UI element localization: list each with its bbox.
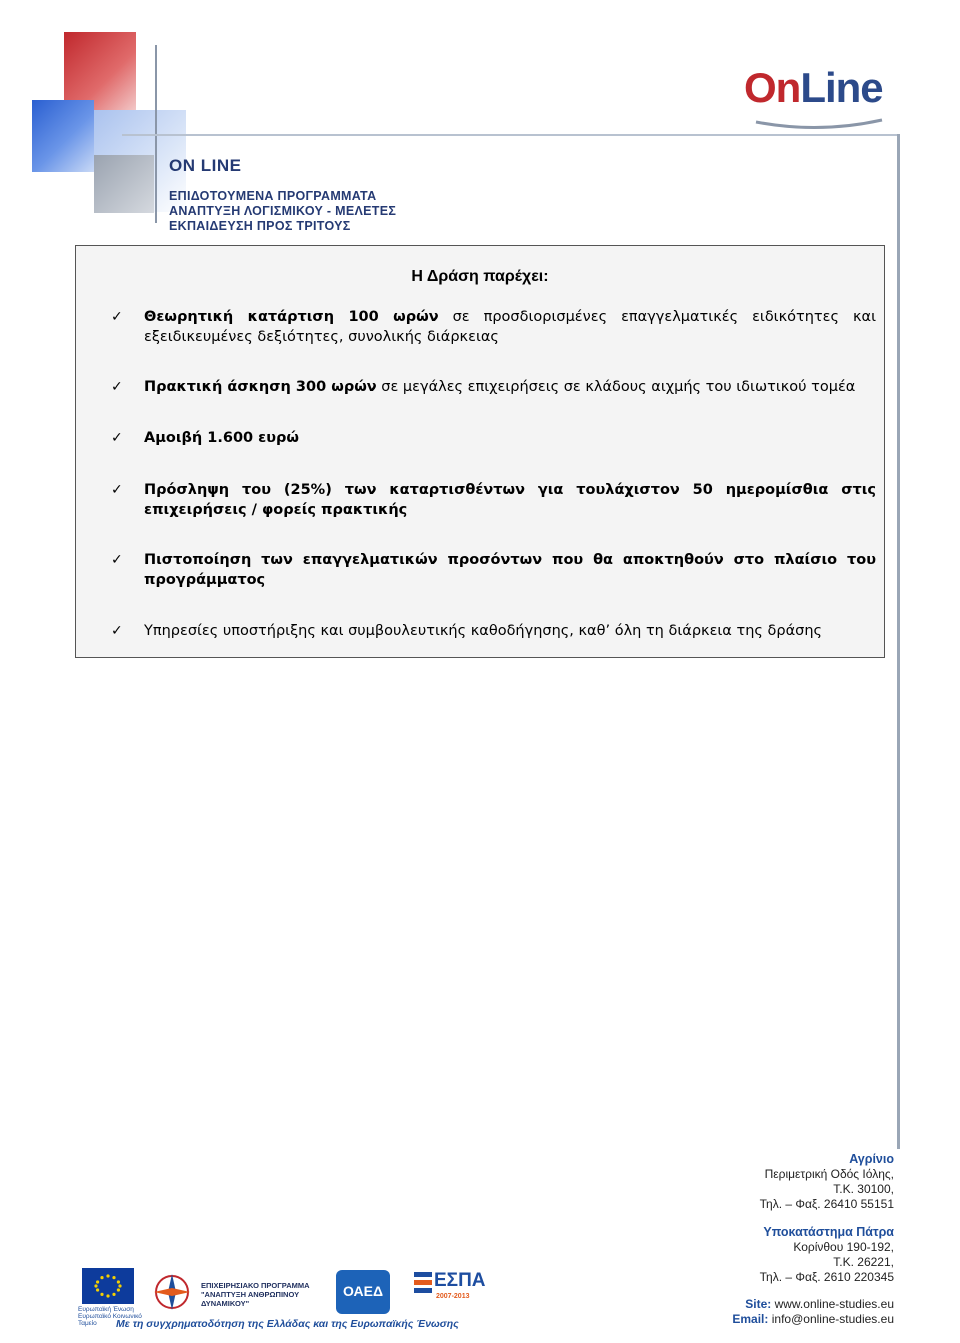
content-box [75,245,885,658]
list-item [144,550,876,590]
decor-grey-square [94,155,154,213]
office-patra [760,1225,894,1285]
box-title: Η Δράση παρέχει: [411,268,549,285]
check-icon: ✓ [111,309,123,325]
check-icon: ✓ [111,379,123,395]
decor-red-square [64,32,136,110]
list-item [144,621,876,641]
compass-icon [148,1270,196,1314]
logo-text-on: On [744,64,801,111]
site-link[interactable]: www.online-studies.eu [774,1297,894,1311]
check-icon: ✓ [111,430,123,446]
oaed-logo [336,1270,390,1314]
brand-title: ON LINE [169,156,242,175]
item-text: Υπηρεσίες υποστήριξης και συμβουλευτικής καθοδήγησης, καθ’ όλη τη διάρκεια της δράσης [144,623,823,639]
epan-logo [148,1270,328,1314]
epan-line: "ΑΝΑΠΤΥΞΗ ΑΝΘΡΩΠΙΝΟΥ ΔΥΝΑΜΙΚΟΥ" [201,1290,300,1308]
office-line: Κορίνθου 190-192, [793,1240,894,1254]
espa-stripes-icon [412,1268,434,1304]
eu-caption-line: Ευρωπαϊκό Κοινωνικό Ταμείο [78,1313,142,1327]
espa-years: 2007-2013 [436,1293,470,1300]
item-text: σε προσδιορισμένες επαγγελματικές ειδικότητες και εξειδικευμένες δεξιότητες, συνολικής διάρκειας [144,309,877,345]
list-item [144,377,876,397]
office-line: Τ.Κ. 30100, [833,1182,894,1196]
list-item [144,307,876,347]
site-line [745,1297,894,1311]
epan-line: ΕΠΙΧΕΙΡΗΣΙΑΚΟ ΠΡΟΓΡΑΜΜΑ [201,1281,310,1290]
office-agrinio [760,1152,894,1212]
office-line: Τ.Κ. 26221, [833,1255,894,1269]
brand-line-1: ΕΠΙΔΟΤΟΥΜΕΝΑ ΠΡΟΓΡΑΜΜΑΤΑ [169,189,377,203]
email-link[interactable]: info@online-studies.eu [771,1312,894,1326]
eu-flag-icon [82,1268,134,1304]
office-line: Τηλ. – Φαξ. 26410 55151 [759,1197,894,1211]
check-icon: ✓ [111,552,123,568]
item-bold-text: Πρακτική άσκηση 300 ωρών [144,379,377,395]
office-heading: Αγρίνιο [849,1152,894,1166]
email-label: Email: [732,1312,769,1326]
office-heading: Υποκατάστημα Πάτρα [763,1225,894,1239]
brand-line-2: ΑΝΑΠΤΥΞΗ ΛΟΓΙΣΜΙΚΟΥ - ΜΕΛΕΤΕΣ [169,204,397,218]
item-bold-text: Πρόσληψη του (25%) των καταρτισθέντων για τουλάχιστον 50 ημερομίσθια στις επιχειρήσεις / φορείς πρακτικής [144,482,876,518]
check-icon: ✓ [111,623,123,639]
oaed-text: ΟΑΕΔ [342,1283,384,1299]
item-bold-text: Θεωρητική κατάρτιση 100 ωρών [144,309,439,325]
item-bold-text: Πιστοποίηση των επαγγελματικών προσόντων που θα αποκτηθούν στο πλαίσιο του προγράμματος [144,552,876,588]
check-icon: ✓ [111,482,123,498]
logo-swoosh-icon [754,118,884,132]
list-item [144,428,876,448]
site-label: Site: [745,1297,772,1311]
office-line: Περιμετρική Οδός Ιόλης, [764,1167,894,1181]
espa-text: ΕΣΠΑ [434,1270,486,1291]
espa-logo [412,1268,486,1312]
cofinance-text: Με τη συγχρηματοδότηση της Ελλάδας και της Ευρωπαϊκής Ένωσης [116,1318,459,1330]
eu-caption-line: Ευρωπαϊκή Ένωση [78,1306,134,1313]
brand-line-3: ΕΚΠΑΙΔΕΥΣΗ ΠΡΟΣ ΤΡΙΤΟΥΣ [169,219,351,233]
decor-right-border [897,134,900,1149]
office-line: Τηλ. – Φαξ. 2610 220345 [759,1270,894,1284]
logo-text-line: Line [800,64,883,111]
online-logo [744,56,894,136]
decor-blue-square [32,100,94,172]
item-text: σε μεγάλες επιχειρήσεις σε κλάδους αιχμής του ιδιωτικού τομέα [376,379,856,395]
item-bold-text: Αμοιβή 1.600 ευρώ [144,430,300,446]
list-item [144,480,876,520]
email-line [732,1312,894,1326]
